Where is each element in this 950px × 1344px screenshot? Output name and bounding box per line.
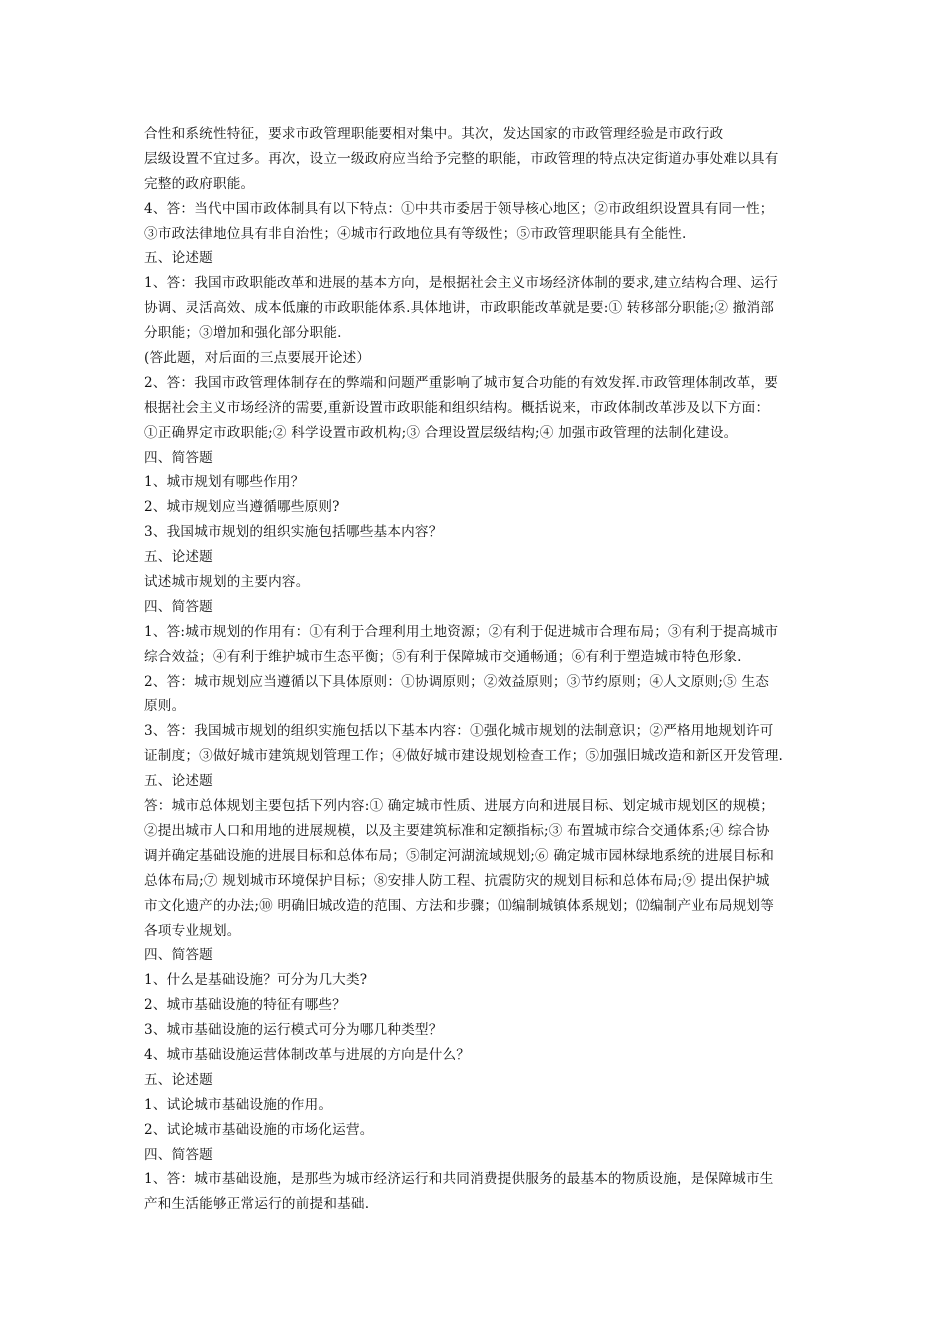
text-line: 层级设置不宜过多。再次，设立一级政府应当给予完整的职能，市政管理的特点决定街道办事处难以具有 <box>144 150 779 167</box>
text-line: 调并确定基础设施的进展目标和总体布局；⑤制定河湖流域规划;⑥ 确定城市园林绿地系统的进展目标和 <box>144 847 775 864</box>
text-line: 1、答：城市基础设施，是那些为城市经济运行和共同消费提供服务的最基本的物质设施，是保障城市生 <box>144 1171 774 1188</box>
text-line: 完整的政府职能。 <box>144 175 255 192</box>
text-line: 五、论述题 <box>144 549 213 566</box>
text-line: 四、简答题 <box>144 947 213 964</box>
text-line: 五、论述题 <box>144 773 213 790</box>
text-line: 市文化遗产的办法;⑩ 明确旧城改造的范围、方法和步骤；⑾编制城镇体系规划；⑿编制产业布局规划等 <box>144 897 775 914</box>
text-line: 1、答：我国市政职能改革和进展的基本方向，是根据社会主义市场经济体制的要求,建立结构合理、运行 <box>144 275 779 292</box>
text-line: 协调、灵活高效、成本低廉的市政职能体系.具体地讲，市政职能改革就是要:① 转移部分职能;② 撤消部 <box>144 300 775 317</box>
text-line: 试述城市规划的主要内容。 <box>144 574 310 591</box>
text-line: (答此题，对后面的三点要展开论述） <box>144 350 371 367</box>
text-line: ③市政法律地位具有非自治性；④城市行政地位具有等级性；⑤市政管理职能具有全能性. <box>144 225 687 242</box>
text-line: 3、城市基础设施的运行模式可分为哪几种类型？ <box>144 1022 443 1039</box>
text-line: ②提出城市人口和用地的进展规模，以及主要建筑标准和定额指标;③ 布置城市综合交通体系;④ 综合协 <box>144 822 770 839</box>
text-line: 五、论述题 <box>144 1071 213 1088</box>
text-line: 1、试论城市基础设施的作用。 <box>144 1096 333 1113</box>
text-line: 各项专业规划。 <box>144 922 241 939</box>
text-line: 合性和系统性特征，要求市政管理职能要相对集中。其次，发达国家的市政管理经验是市政行政 <box>144 126 724 142</box>
text-line: 2、答：我国市政管理体制存在的弊端和问题严重影响了城市复合功能的有效发挥.市政管理体制改革，要 <box>144 374 779 391</box>
text-line: 答：城市总体规划主要包括下列内容:① 确定城市性质、进展方向和进展目标、划定城市规划区的规模； <box>144 798 775 815</box>
text-line: 3、我国城市规划的组织实施包括哪些基本内容？ <box>144 524 443 541</box>
text-line: 3、答：我国城市规划的组织实施包括以下基本内容：①强化城市规划的法制意识；②严格用地规划许可 <box>144 723 774 740</box>
text-line: 四、简答题 <box>144 449 213 466</box>
text-line: 4、城市基础设施运营体制改革与进展的方向是什么？ <box>144 1046 471 1063</box>
document-body <box>144 122 814 1217</box>
text-line: 2、答：城市规划应当遵循以下具体原则：①协调原则；②效益原则；③节约原则；④人文原则;⑤ 生态 <box>144 673 770 690</box>
text-line: 2、城市规划应当遵循哪些原则? <box>144 499 340 516</box>
text-line: 总体布局;⑦ 规划城市环境保护目标；⑧安排人防工程、抗震防灾的规划目标和总体布局;⑨ 提出保护城 <box>144 872 770 889</box>
text-line: 根据社会主义市场经济的需要,重新设置市政职能和组织结构。概括说来，市政体制改革涉及以下方面： <box>144 399 770 416</box>
text-line: 4、答：当代中国市政体制具有以下特点：①中共市委居于领导核心地区；②市政组织设置具有同一性； <box>144 200 774 217</box>
text-line: ①正确界定市政职能;② 科学设置市政机构;③ 合理设置层级结构;④ 加强市政管理的法制化建设。 <box>144 424 738 441</box>
text-line: 原则。 <box>144 698 186 715</box>
text-line: 证制度；③做好城市建筑规划管理工作；④做好城市建设规划检查工作；⑤加强旧城改造和新区开发管理. <box>144 748 784 765</box>
text-line: 四、简答题 <box>144 598 213 615</box>
text-line: 2、城市基础设施的特征有哪些？ <box>144 997 346 1014</box>
text-line: 分职能；③增加和强化部分职能. <box>144 325 342 342</box>
text-line: 1、城市规划有哪些作用？ <box>144 474 305 491</box>
text-line: 五、论述题 <box>144 250 213 267</box>
text-line: 1、什么是基础设施？可分为几大类? <box>144 972 368 989</box>
text-line: 产和生活能够正常运行的前提和基础. <box>144 1196 370 1213</box>
text-line: 1、答:城市规划的作用有：①有利于合理利用土地资源；②有利于促进城市合理布局；③有利于提高城市 <box>144 623 779 640</box>
text-line: 2、试论城市基础设施的市场化运营。 <box>144 1121 374 1138</box>
text-line: 综合效益；④有利于维护城市生态平衡；⑤有利于保障城市交通畅通；⑥有利于塑造城市特色形象. <box>144 648 742 665</box>
text-line: 四、简答题 <box>144 1146 213 1163</box>
